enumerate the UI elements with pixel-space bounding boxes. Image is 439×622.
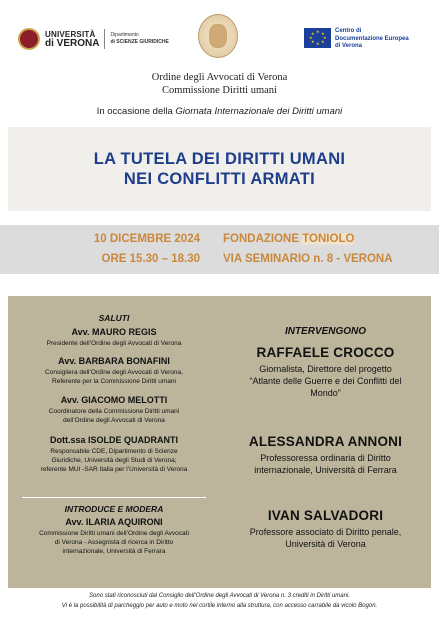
title-box bbox=[8, 127, 431, 211]
univr-name-line2: di VERONA bbox=[45, 38, 100, 49]
occasion-event: Giornata Internazionale dei Diritti umani bbox=[175, 106, 343, 117]
occasion-line bbox=[0, 106, 439, 117]
saluti-label: SALUTI bbox=[98, 313, 130, 323]
person-name: Avv. BARBARA BONAFINI bbox=[58, 356, 170, 366]
person-role: Consigliera dell’Ordine degli Avvocati di Verona, bbox=[45, 369, 183, 376]
person-name: Avv. MAURO REGIS bbox=[71, 327, 157, 337]
program-panel bbox=[8, 296, 431, 588]
occasion-prefix: In occasione della bbox=[96, 106, 176, 117]
person-name: Dott.ssa ISOLDE QUADRANTI bbox=[49, 435, 178, 445]
saluti-person bbox=[8, 327, 220, 348]
event-venue bbox=[223, 233, 354, 245]
dept-line2: di SCIENZE GIURIDICHE bbox=[110, 39, 169, 45]
footer-line2: Vi è la possibilità di parcheggio per auto e moto nel cortile interno alla struttura, con accesso carrabile da vicolo Bogon. bbox=[61, 603, 378, 609]
speaker-role: internazionale, Università di Ferrara bbox=[254, 465, 397, 475]
person-role: di Verona - Assegnista di ricerca in Diritto bbox=[54, 539, 174, 546]
footer-line1: Sono stati riconosciuti dal Consiglio dell’Ordine degli Avvocati di Verona n. 3 crediti in Diritti umani. bbox=[89, 593, 350, 599]
speaker-name: RAFFAELE CROCCO bbox=[256, 345, 395, 360]
speaker-name: ALESSANDRA ANNONI bbox=[248, 434, 403, 449]
speaker-role: Mondo” bbox=[310, 388, 341, 398]
eu-cde-logo bbox=[304, 28, 409, 51]
person-role: Referente per la Commissione Diritti umani bbox=[52, 378, 176, 385]
person-role: referente MUI -SAR Italia per l’Università di Verona bbox=[40, 466, 188, 473]
moderator-person bbox=[8, 517, 220, 556]
speaker-role: Università di Verona bbox=[285, 539, 366, 549]
speaker bbox=[220, 434, 431, 476]
footer-notes bbox=[0, 591, 439, 611]
person-name: Avv. GIACOMO MELOTTI bbox=[60, 395, 168, 405]
venue-part1: FONDAZIONE bbox=[223, 233, 303, 245]
person-role: Responsabile CDE, Dipartimento di Scienze bbox=[50, 448, 178, 455]
speaker-role: Professore associato di Diritto penale, bbox=[249, 527, 402, 537]
person-role: Commissione Diritti umani dell’Ordine degli Avvocati bbox=[39, 530, 189, 537]
organizer bbox=[0, 71, 439, 97]
univr-logo bbox=[18, 28, 169, 50]
speaker-role: “Atlante delle Guerre e dei Conflitti del bbox=[249, 376, 402, 386]
eu-line3: di Verona bbox=[335, 43, 363, 49]
univr-name-line1: UNIVERSITÀ bbox=[45, 30, 96, 39]
event-date: 10 DICEMBRE 2024 bbox=[93, 233, 200, 245]
header bbox=[0, 12, 439, 62]
person-role: Giuridiche, Università degli Studi di Verona; bbox=[51, 457, 177, 464]
organizer-line1: Ordine degli Avvocati di Verona bbox=[151, 72, 288, 83]
speaker bbox=[220, 345, 431, 399]
speakers-label: INTERVENGONO bbox=[284, 326, 367, 337]
univr-seal-icon bbox=[18, 28, 40, 50]
organizer-line2: Commissione Diritti umani bbox=[162, 85, 277, 96]
person-role: Coordinatore della Commissione Diritti umani bbox=[48, 408, 180, 415]
saluti-person bbox=[8, 356, 220, 386]
title-line1: LA TUTELA DEI DIRITTI UMANI bbox=[93, 150, 346, 168]
dept-line1: Dipartimento bbox=[110, 32, 139, 38]
bar-association-seal-icon bbox=[198, 14, 238, 58]
venue-part2: TONIOLO bbox=[302, 233, 355, 245]
speaker bbox=[220, 508, 431, 550]
event-info-band bbox=[0, 225, 439, 274]
eu-line2: Documentazione Europea bbox=[335, 35, 409, 42]
speaker-name: IVAN SALVADORI bbox=[267, 508, 384, 523]
person-role: dell’Ordine degli Avvocati di Verona bbox=[63, 417, 165, 424]
speaker-role: Giornalista, Direttore del progetto bbox=[259, 364, 392, 374]
section-divider bbox=[22, 497, 206, 498]
moderator-label: INTRODUCE E MODERA bbox=[64, 504, 164, 514]
title-line2: NEI CONFLITTI ARMATI bbox=[123, 170, 316, 188]
eu-flag-icon: ★ ★ ★ ★ ★ ★ ★ ★ bbox=[304, 28, 331, 48]
event-address: VIA SEMINARIO n. 8 - VERONA bbox=[223, 253, 393, 265]
person-name: Avv. ILARIA AQUIRONI bbox=[65, 517, 163, 527]
logo-divider bbox=[104, 29, 105, 49]
saluti-person bbox=[8, 435, 220, 474]
event-time: ORE 15.30 – 18.30 bbox=[101, 253, 200, 265]
speaker-role: Professoressa ordinaria di Diritto bbox=[260, 453, 391, 463]
person-role: Presidente dell’Ordine degli Avvocati di Verona bbox=[46, 340, 182, 347]
person-role: internazionale, Università di Ferrara bbox=[62, 548, 166, 555]
saluti-person bbox=[8, 395, 220, 425]
eu-line1: Centro di bbox=[335, 28, 362, 34]
